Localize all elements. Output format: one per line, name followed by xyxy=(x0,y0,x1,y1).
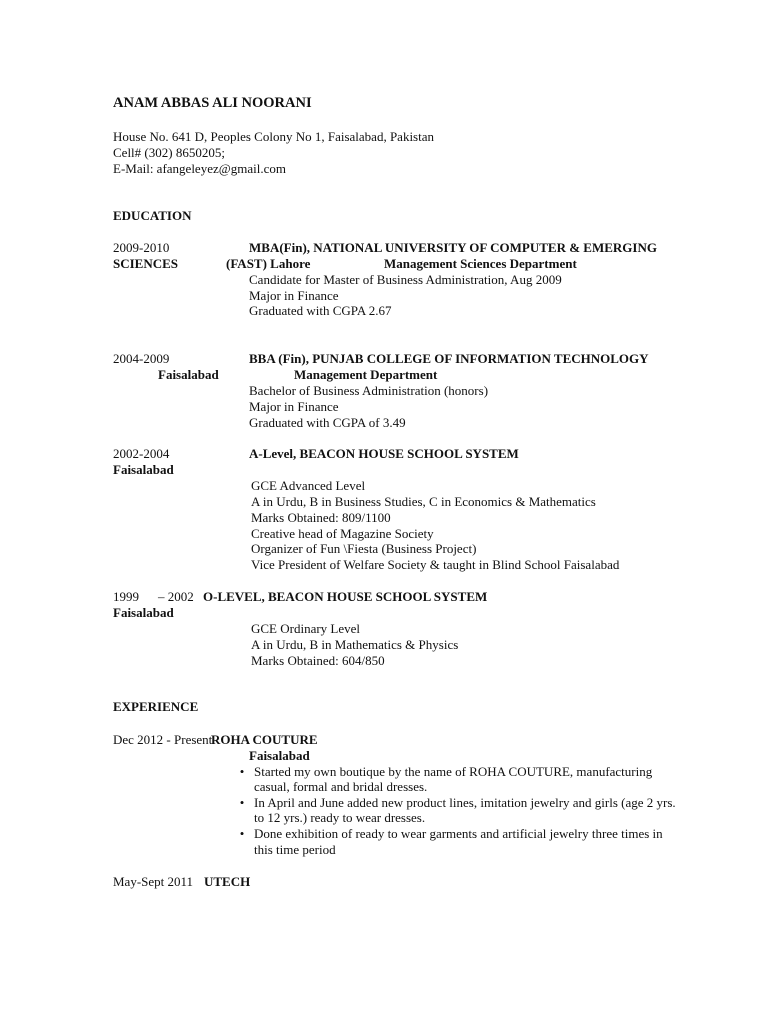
candidate-name: ANAM ABBAS ALI NOORANI xyxy=(113,95,312,111)
bba-title: BBA (Fin), PUNJAB COLLEGE OF INFORMATION TECHNOLOGY xyxy=(249,351,649,366)
mba-institution-city: (FAST) Lahore xyxy=(226,256,311,271)
alevel-detail: Organizer of Fun \Fiesta (Business Project) xyxy=(251,541,477,556)
alevel-years: 2002-2004 xyxy=(113,446,170,461)
utech-dates: May-Sept 2011 xyxy=(113,874,194,889)
bba-detail: Major in Finance xyxy=(249,399,339,414)
experience-heading: EXPERIENCE xyxy=(113,699,199,714)
mba-department: Management Sciences Department xyxy=(384,256,577,271)
roha-bullet-text: In April and June added new product lines, imitation jewelry and girls (age 2 yrs. xyxy=(254,795,676,810)
mba-detail: Candidate for Master of Business Administration, Aug 2009 xyxy=(249,272,562,287)
roha-dates: Dec 2012 - Present xyxy=(113,732,213,747)
olevel-detail: GCE Ordinary Level xyxy=(251,621,361,636)
education-heading: EDUCATION xyxy=(113,208,192,223)
alevel-detail: A in Urdu, B in Business Studies, C in Economics & Mathematics xyxy=(251,494,596,509)
roha-company: ROHA COUTURE xyxy=(211,732,318,747)
roha-bullet-text: this time period xyxy=(254,842,336,857)
roha-bullet-text: casual, formal and bridal dresses. xyxy=(254,779,428,794)
alevel-detail: Marks Obtained: 809/1100 xyxy=(251,510,391,525)
bullet-glyph: • xyxy=(239,795,245,810)
cell-line: Cell# (302) 8650205; xyxy=(113,145,225,160)
mba-title-cont: SCIENCES xyxy=(113,256,179,271)
roha-bullet-text: Started my own boutique by the name of ROHA COUTURE, manufacturing xyxy=(254,764,653,779)
mba-detail: Major in Finance xyxy=(249,288,339,303)
bullet-glyph: • xyxy=(239,826,245,841)
address-line: House No. 641 D, Peoples Colony No 1, Faisalabad, Pakistan xyxy=(113,129,435,144)
olevel-detail: Marks Obtained: 604/850 xyxy=(251,653,385,668)
bullet-glyph: • xyxy=(239,764,245,779)
utech-company: UTECH xyxy=(204,874,251,889)
olevel-city: Faisalabad xyxy=(113,605,174,620)
alevel-title: A-Level, BEACON HOUSE SCHOOL SYSTEM xyxy=(249,446,519,461)
email-line: E-Mail: afangeleyez@gmail.com xyxy=(113,161,286,176)
roha-city: Faisalabad xyxy=(249,748,310,763)
olevel-title: O-LEVEL, BEACON HOUSE SCHOOL SYSTEM xyxy=(203,589,488,604)
alevel-city: Faisalabad xyxy=(113,462,174,477)
alevel-detail: Creative head of Magazine Society xyxy=(251,526,434,541)
bba-detail: Bachelor of Business Administration (honors) xyxy=(249,383,489,398)
bba-years: 2004-2009 xyxy=(113,351,170,366)
roha-bullet-text: Done exhibition of ready to wear garments and artificial jewelry three times in xyxy=(254,826,663,841)
alevel-detail: Vice President of Welfare Society & taught in Blind School Faisalabad xyxy=(251,557,620,572)
bba-department: Management Department xyxy=(294,367,438,382)
mba-detail: Graduated with CGPA 2.67 xyxy=(249,303,392,318)
alevel-detail: GCE Advanced Level xyxy=(251,478,366,493)
olevel-years-start: 1999 xyxy=(113,589,139,604)
bba-detail: Graduated with CGPA of 3.49 xyxy=(249,415,406,430)
roha-bullet-text: to 12 yrs.) ready to wear dresses. xyxy=(254,810,426,825)
olevel-years-end: – 2002 xyxy=(158,589,194,604)
olevel-detail: A in Urdu, B in Mathematics & Physics xyxy=(251,637,459,652)
mba-years: 2009-2010 xyxy=(113,240,170,255)
mba-title: MBA(Fin), NATIONAL UNIVERSITY OF COMPUTER & EMERGING xyxy=(249,240,657,255)
bba-city: Faisalabad xyxy=(158,367,219,382)
